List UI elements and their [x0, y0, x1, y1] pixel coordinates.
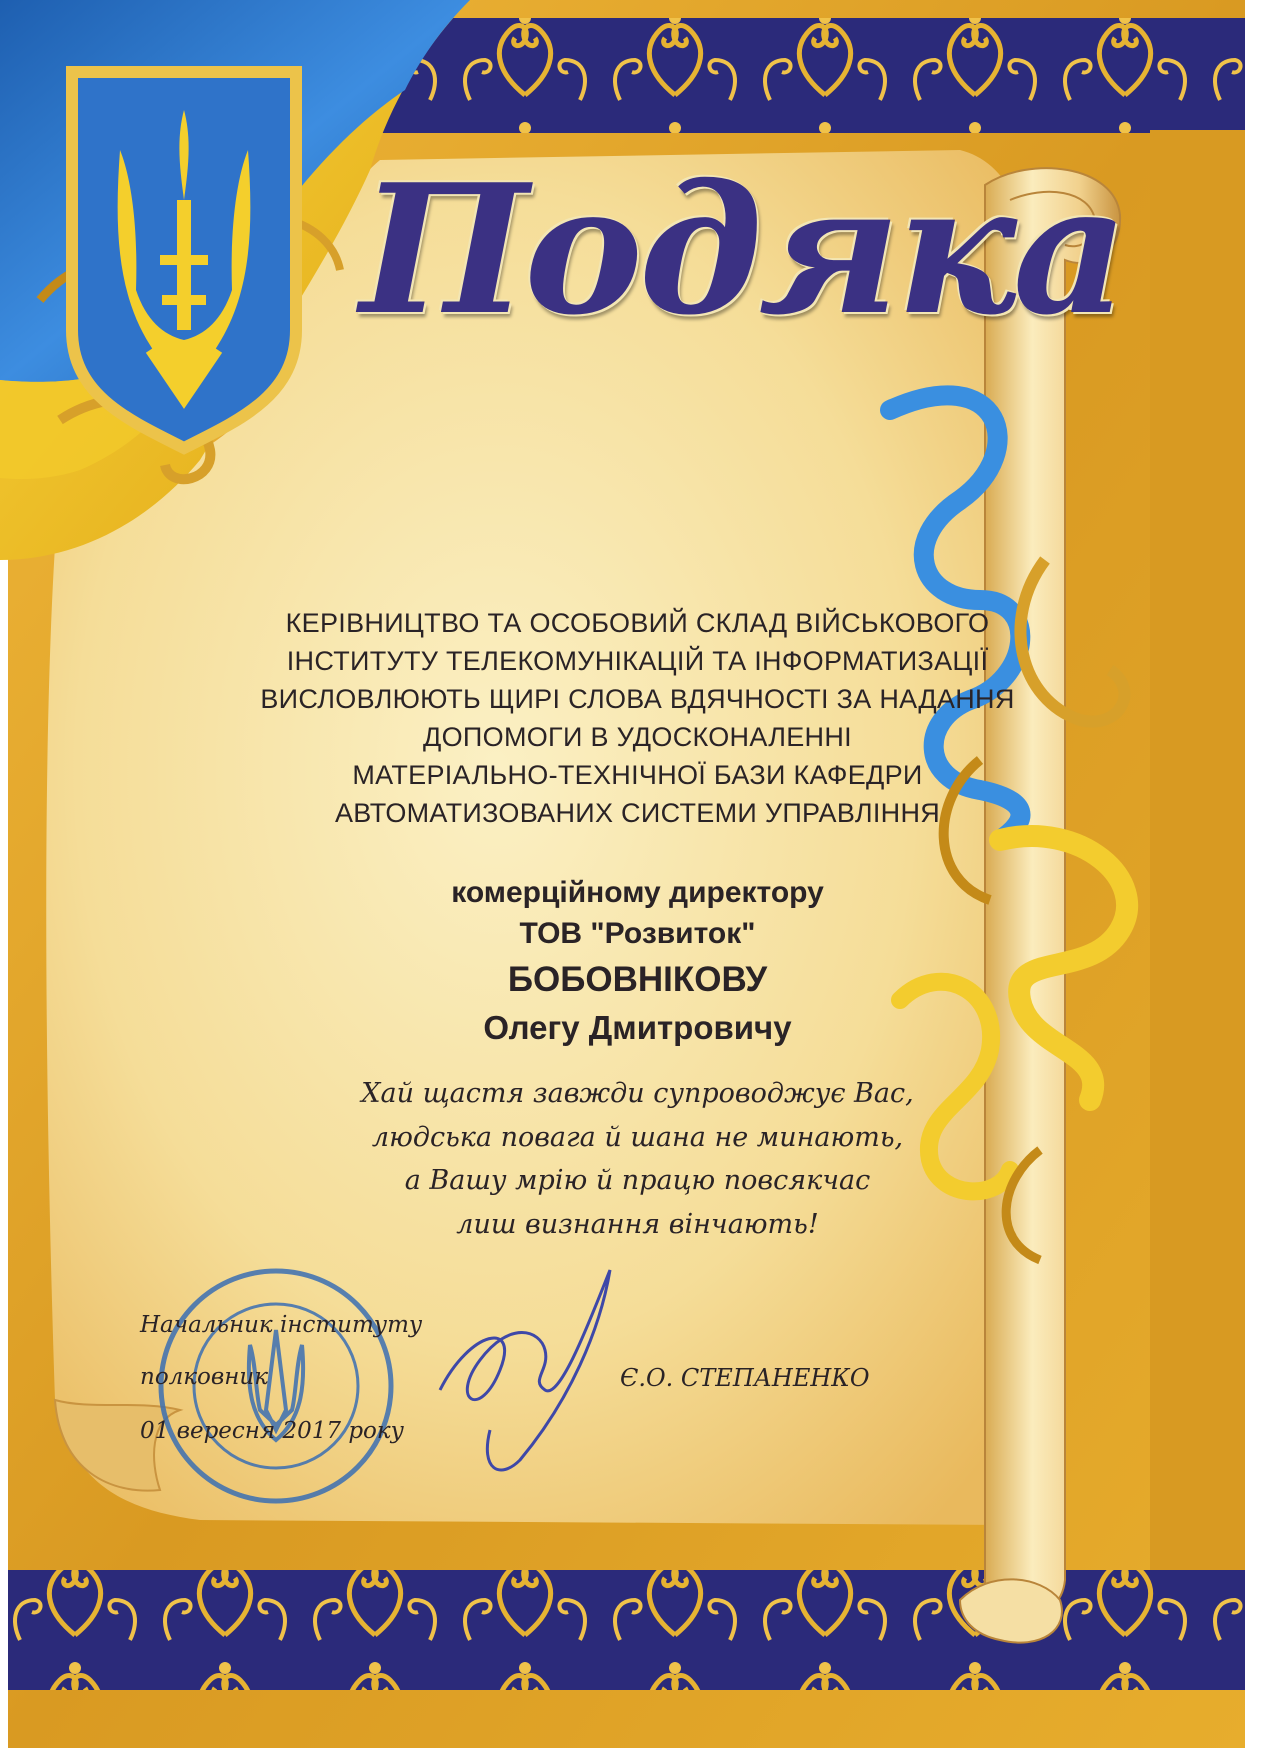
signatory-rank: полковник — [140, 1364, 268, 1390]
body-line-6: АВТОМАТИЗОВАНИХ СИСТЕМИ УПРАВЛІННЯ — [334, 798, 941, 828]
body-line-2: ІНСТИТУТУ ТЕЛЕКОМУНІКАЦІЙ ТА ІНФОРМАТИЗАЦІЇ — [286, 646, 989, 676]
body-line-1: КЕРІВНИЦТВО ТА ОСОБОВИЙ СКЛАД ВІЙСЬКОВОГО — [285, 608, 990, 638]
verse-line-1: Хай щастя завжди супроводжує Вас, — [361, 1078, 914, 1109]
body-line-5: МАТЕРІАЛЬНО-ТЕХНІЧНОЇ БАЗИ КАФЕДРИ — [352, 760, 923, 790]
recipient-name: Олегу Дмитровичу — [483, 1009, 792, 1046]
top-ornament-band — [300, 18, 1245, 133]
verse-line-4: лиш визнання вінчають! — [456, 1209, 819, 1240]
body-line-4: ДОПОМОГИ В УДОСКОНАЛЕННІ — [423, 722, 852, 752]
recipient-surname: БОБОВНІКОВУ — [507, 960, 768, 999]
body-line-3: ВИСЛОВЛЮЮТЬ ЩИРІ СЛОВА ВДЯЧНОСТІ ЗА НАДАННЯ — [260, 684, 1015, 714]
verse-line-2: людська повага й шана не минають, — [371, 1122, 904, 1153]
coat-of-arms-icon — [72, 72, 296, 448]
verse-line-3: а Вашу мрію й працю повсякчас — [404, 1165, 871, 1196]
signatory-name: Є.О. СТЕПАНЕНКО — [620, 1364, 870, 1392]
signature-date: 01 вересня 2017 року — [140, 1418, 404, 1444]
recipient-position: комерційному директору — [451, 876, 824, 909]
signatory-role: Начальник інституту — [140, 1312, 423, 1338]
certificate-title: Подяка — [360, 145, 1125, 354]
recipient-company: ТОВ "Розвиток" — [519, 917, 756, 950]
